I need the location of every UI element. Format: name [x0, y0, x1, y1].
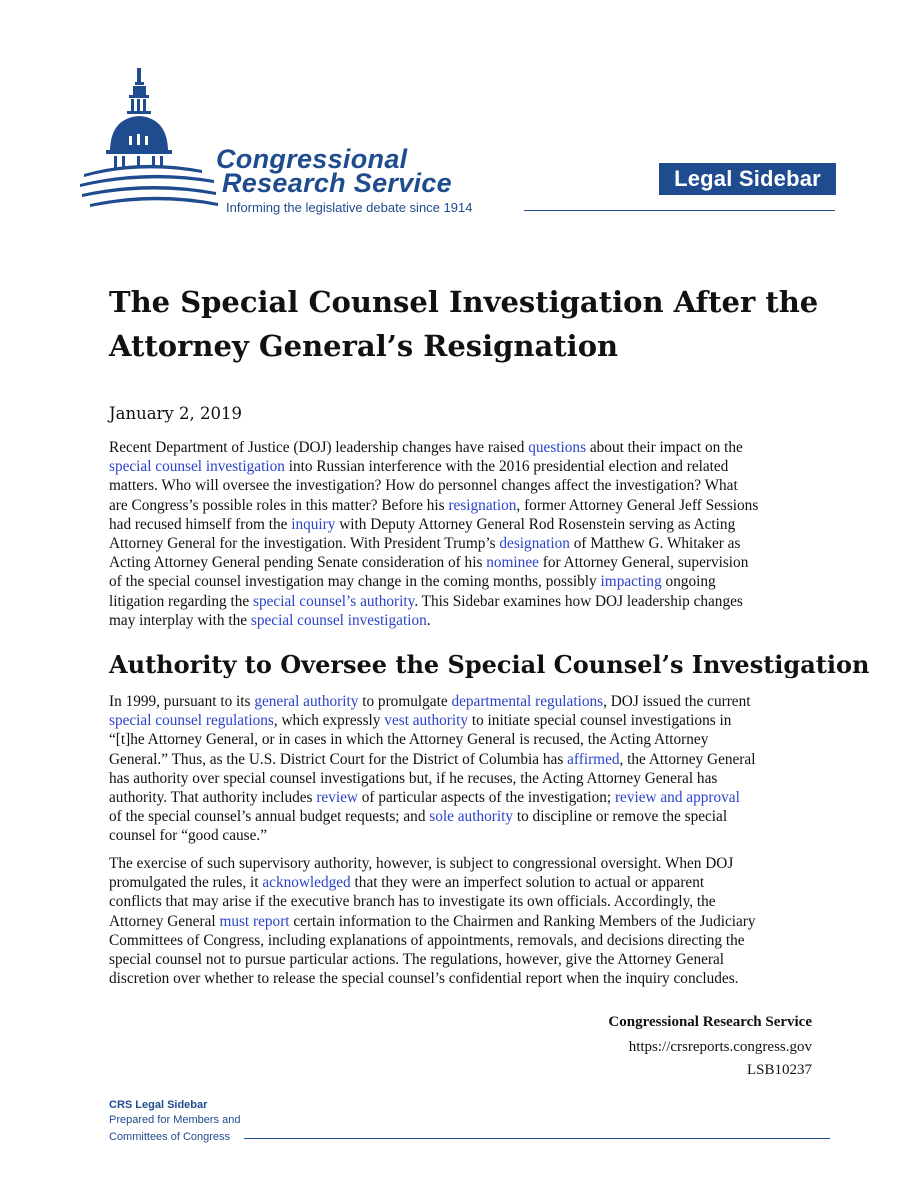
- paragraph-line: [109, 611, 819, 630]
- hyperlink[interactable]: impacting: [600, 573, 662, 591]
- paragraph-line: [109, 931, 819, 950]
- capitol-dome-icon: [80, 62, 220, 212]
- text-run: , DOJ issued the current: [603, 693, 751, 710]
- text-run: General.” Thus, as the U.S. District Court for the District of Columbia has: [109, 750, 568, 768]
- paragraph-line: [109, 826, 819, 845]
- hyperlink[interactable]: designation: [499, 535, 570, 553]
- footer-prepared-line1: Prepared for Members and: [109, 1114, 241, 1126]
- paragraph-line: [109, 711, 819, 730]
- text-run: of Matthew G. Whitaker as: [569, 535, 741, 553]
- text-run: In 1999, pursuant to its: [109, 693, 255, 710]
- paragraph-line: [109, 854, 819, 873]
- text-run: with Deputy Attorney General Rod Rosenstein serving as Acting: [335, 515, 736, 533]
- intro-paragraph: [109, 438, 819, 630]
- paragraph-line: [109, 457, 819, 476]
- hyperlink[interactable]: special counsel’s authority: [253, 592, 415, 610]
- org-name-line1: Congressional: [216, 144, 408, 174]
- hyperlink[interactable]: special counsel regulations: [109, 712, 274, 730]
- legal-sidebar-badge: Legal Sidebar: [659, 163, 836, 195]
- paragraph-line: [109, 730, 819, 749]
- text-run: are Congress’s possible roles in this matter? Before his: [109, 496, 449, 514]
- text-run: that they were an imperfect solution to actual or apparent: [350, 874, 705, 892]
- paragraph-line: [109, 476, 819, 495]
- text-run: special counsel not to pursue particular actions. The regulations, however, give the Attorney General: [109, 951, 725, 969]
- hyperlink[interactable]: special counsel investigation: [109, 458, 285, 476]
- text-run: ongoing: [661, 573, 716, 591]
- text-run: “[t]he Attorney General, or in cases in which the Attorney General is recused, the Acting Attorney: [109, 731, 709, 749]
- text-run: promulgated the rules, it: [109, 874, 263, 892]
- hyperlink[interactable]: special counsel investigation: [250, 611, 427, 629]
- header-divider: [524, 210, 835, 211]
- paragraph-line: [109, 892, 819, 911]
- section-heading: Authority to Oversee the Special Counsel’s Investigation: [109, 650, 870, 679]
- text-run: counsel for “good cause.”: [109, 827, 268, 845]
- hyperlink[interactable]: nominee: [486, 554, 539, 572]
- text-run: into Russian interference with the 2016 presidential election and related: [284, 458, 729, 476]
- footer-url-link[interactable]: https://crsreports.congress.gov: [628, 1039, 812, 1055]
- paragraph-line: [109, 788, 819, 807]
- footer-brand: CRS Legal Sidebar: [109, 1099, 208, 1111]
- text-run: had recused himself from the: [109, 515, 292, 533]
- footer-divider: [244, 1138, 830, 1139]
- hyperlink[interactable]: sole authority: [429, 808, 513, 826]
- footer-prepared-line2: Committees of Congress: [109, 1131, 231, 1143]
- text-run: to promulgate: [358, 693, 452, 710]
- paragraph-line: [109, 807, 819, 826]
- paragraph-line: [109, 769, 819, 788]
- document-title: [109, 280, 829, 368]
- hyperlink[interactable]: departmental regulations: [451, 693, 604, 710]
- hyperlink[interactable]: review: [316, 789, 358, 807]
- text-run: of the special counsel’s annual budget requests; and: [109, 808, 430, 826]
- text-run: certain information to the Chairmen and Ranking Members of the Judiciary: [289, 912, 756, 930]
- text-run: discretion over whether to release the special counsel’s confidential report when the inquiry concludes.: [109, 970, 739, 988]
- paragraph-line: [109, 950, 819, 969]
- report-id: LSB10237: [746, 1062, 812, 1078]
- text-run: for Attorney General, supervision: [538, 554, 749, 572]
- text-run: .: [426, 611, 431, 629]
- text-run: of the special counsel investigation may change in the coming months, possibly: [109, 573, 601, 591]
- text-run: of particular aspects of the investigation;: [357, 789, 615, 807]
- text-run: matters. Who will oversee the investigation? How do personnel changes affect the investigation? What: [109, 477, 738, 495]
- document-date: January 2, 2019: [109, 404, 242, 423]
- hyperlink[interactable]: questions: [528, 439, 587, 456]
- hyperlink[interactable]: resignation: [448, 496, 517, 514]
- hyperlink[interactable]: affirmed: [567, 750, 620, 768]
- paragraph-line: [109, 515, 819, 534]
- hyperlink[interactable]: review and approval: [614, 789, 740, 807]
- text-run: , former Attorney General Jeff Sessions: [516, 496, 759, 514]
- text-run: authority. That authority includes: [109, 789, 317, 807]
- paragraph-line: [109, 534, 819, 553]
- text-run: to initiate special counsel investigations in: [468, 712, 732, 730]
- text-run: . This Sidebar examines how DOJ leadership changes: [414, 592, 743, 610]
- title-line: The Special Counsel Investigation After the: [109, 285, 819, 319]
- section-paragraph-2: [109, 854, 819, 988]
- text-run: Acting Attorney General pending Senate consideration of his: [109, 554, 487, 572]
- hyperlink[interactable]: vest authority: [384, 712, 468, 730]
- text-run: may interplay with the: [109, 611, 251, 629]
- text-run: Attorney General: [109, 912, 220, 930]
- hyperlink[interactable]: must report: [219, 912, 290, 930]
- text-run: Attorney General for the investigation. With President Trump’s: [109, 535, 500, 553]
- paragraph-line: [109, 572, 819, 591]
- hyperlink[interactable]: acknowledged: [262, 874, 351, 892]
- text-run: The exercise of such supervisory authority, however, is subject to congressional oversight. When DOJ: [109, 855, 734, 872]
- title-line: Attorney General’s Resignation: [109, 329, 619, 363]
- hyperlink[interactable]: general authority: [254, 693, 359, 710]
- section-paragraph-1: [109, 692, 819, 846]
- paragraph-line: [109, 592, 819, 611]
- text-run: , the Attorney General: [619, 750, 756, 768]
- paragraph-line: [109, 873, 819, 892]
- footer-org-name: Congressional Research Service: [608, 1014, 812, 1030]
- text-run: , which expressly: [273, 712, 385, 730]
- paragraph-line: [109, 496, 819, 515]
- paragraph-line: [109, 969, 819, 988]
- text-run: has authority over special counsel investigations but, if he recuses, the Acting Attorney General has: [109, 769, 718, 787]
- org-tagline: Informing the legislative debate since 1914: [226, 200, 473, 215]
- text-run: conflicts that may arise if the executive branch has to investigate its own officials. Accordingly, the: [109, 893, 716, 911]
- text-run: about their impact on the: [586, 439, 743, 456]
- text-run: litigation regarding the: [109, 592, 254, 610]
- text-run: Committees of Congress, including explanations of appointments, removals, and decisions directing the: [109, 931, 745, 949]
- paragraph-line: [109, 692, 819, 711]
- paragraph-line: [109, 553, 819, 572]
- text-run: to discipline or remove the special: [513, 808, 728, 826]
- paragraph-line: [109, 438, 819, 457]
- text-run: Recent Department of Justice (DOJ) leadership changes have raised: [109, 439, 529, 456]
- hyperlink[interactable]: inquiry: [291, 515, 336, 533]
- paragraph-line: [109, 750, 819, 769]
- org-name-line2: Research Service: [222, 168, 452, 198]
- paragraph-line: [109, 912, 819, 931]
